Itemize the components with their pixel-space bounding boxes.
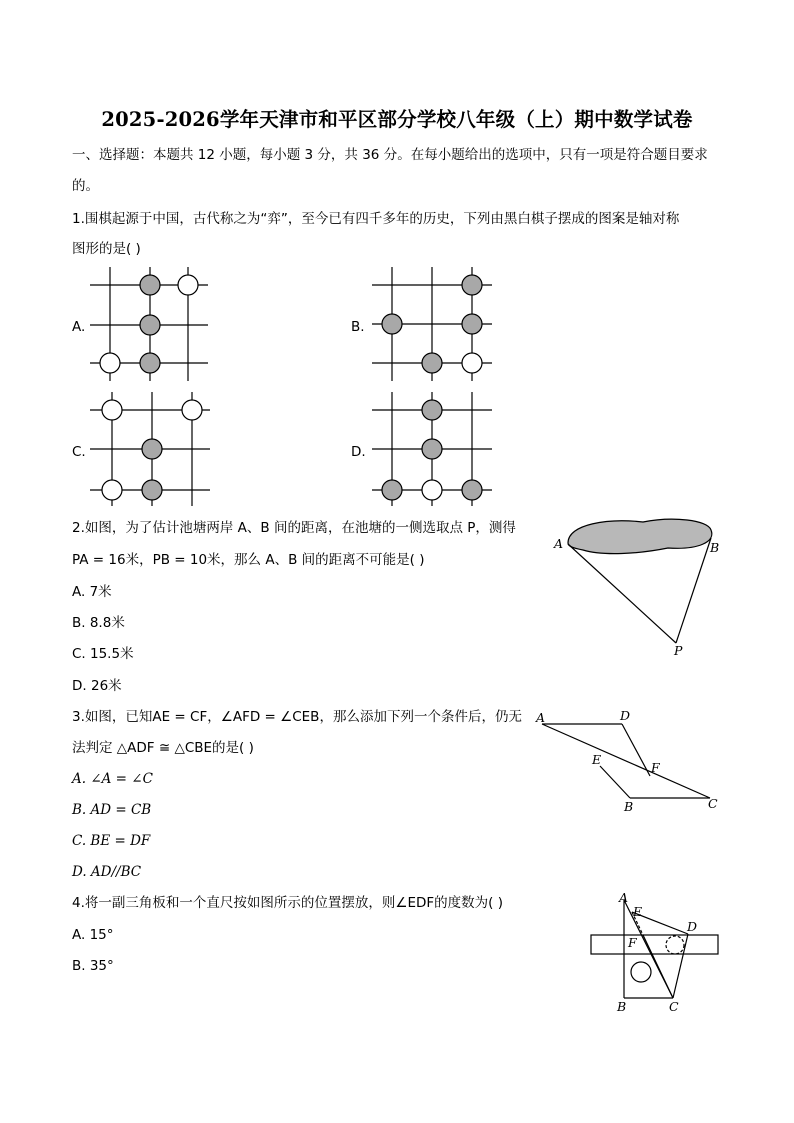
q3-option-d: D. AD//BC xyxy=(72,864,142,880)
q1-stem-line2: 图形的是( ) xyxy=(72,241,141,257)
q2-option-a: A. 7米 xyxy=(72,584,112,600)
q3-option-b: B. AD = CB xyxy=(72,802,152,818)
q1-go-board-a xyxy=(88,265,213,385)
q1-option-a-label: A. xyxy=(72,319,86,335)
q4-option-a: A. 15° xyxy=(72,927,114,943)
section-heading-line2: 的。 xyxy=(72,178,99,194)
q1-go-board-d xyxy=(370,390,495,510)
q2-option-b: B. 8.8米 xyxy=(72,615,125,631)
q3-option-a: A. ∠A = ∠C xyxy=(72,771,153,787)
q1-option-d-label: D. xyxy=(351,444,366,460)
q2-stem-line2: PA = 16米，PB = 10米，那么 A、B 间的距离不可能是( ) xyxy=(72,552,425,568)
q4-ruler-triangles-figure xyxy=(585,890,725,1018)
q3-label-b: B xyxy=(624,799,634,814)
q1-stem-line1: 1.围棋起源于中国，古代称之为“弈”，至今已有四千多年的历史，下列由黑白棋子摆成的图案是轴对称 xyxy=(72,211,680,227)
q4-label-d: D xyxy=(687,919,698,934)
q4-label-a: A xyxy=(619,890,629,905)
q4-label-c: C xyxy=(669,999,679,1014)
q2-option-c: C. 15.5米 xyxy=(72,646,134,662)
q2-label-b: B xyxy=(710,540,720,555)
q1-option-c-label: C. xyxy=(72,444,86,460)
q4-option-b: B. 35° xyxy=(72,958,114,974)
q3-label-e: E xyxy=(592,752,602,767)
q4-label-f: F xyxy=(628,935,637,950)
q2-pond-figure xyxy=(548,512,738,660)
q2-label-a: A xyxy=(554,536,564,551)
q3-label-a: A xyxy=(536,710,546,725)
q3-stem-line1: 3.如图，已知AE = CF，∠AFD = ∠CEB，那么添加下列一个条件后，仍无 xyxy=(72,709,522,725)
q3-label-d: D xyxy=(620,708,631,723)
q1-go-board-b xyxy=(370,265,495,385)
q4-stem-line1: 4.将一副三角板和一个直尺按如图所示的位置摆放，则∠EDF的度数为( ) xyxy=(72,895,503,911)
section-heading-line1: 一、选择题：本题共 12 小题，每小题 3 分，共 36 分。在每小题给出的选项中，只有一项是符合题目要求 xyxy=(72,147,708,163)
q2-label-p: P xyxy=(674,643,683,658)
q3-label-c: C xyxy=(708,796,718,811)
q1-go-board-c xyxy=(88,390,213,510)
q3-label-f: F xyxy=(651,760,660,775)
q3-quadrilateral-figure xyxy=(530,706,730,816)
page-title: 2025-2026学年天津市和平区部分学校八年级（上）期中数学试卷 xyxy=(101,108,693,131)
q4-label-e: E xyxy=(633,904,643,919)
q3-stem-line2: 法判定 △ADF ≅ △CBE的是( ) xyxy=(72,740,254,756)
q2-stem-line1: 2.如图，为了估计池塘两岸 A、B 间的距离，在池塘的一侧选取点 P，测得 xyxy=(72,520,516,536)
q2-option-d: D. 26米 xyxy=(72,678,122,694)
q1-option-b-label: B. xyxy=(351,319,365,335)
q3-option-c: C. BE = DF xyxy=(72,833,151,849)
q4-label-b: B xyxy=(617,999,627,1014)
